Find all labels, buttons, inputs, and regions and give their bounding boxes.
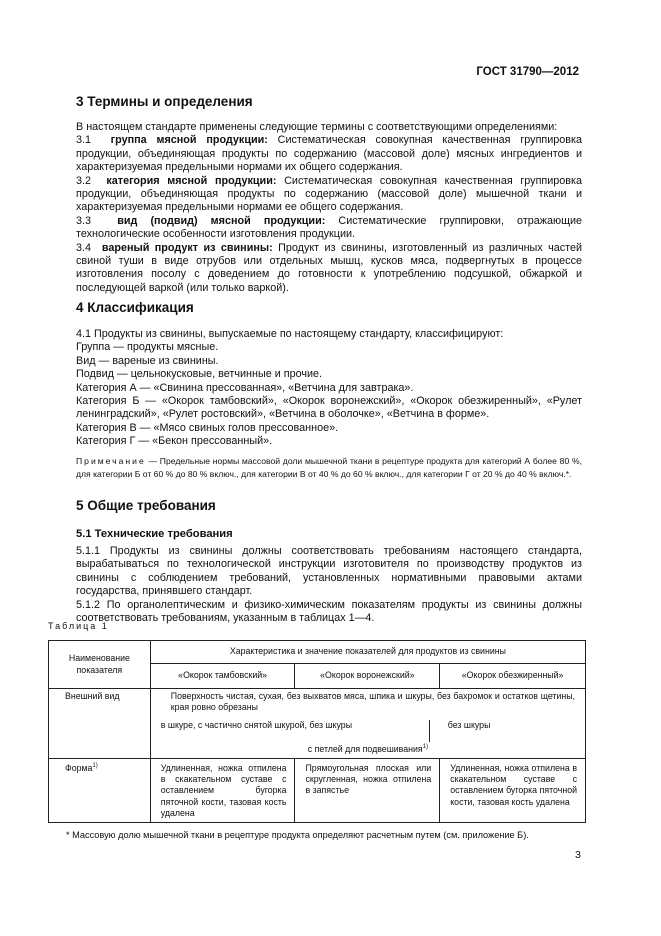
clause-5-1-1: 5.1.1 Продукты из свинины должны соответствовать требованиям настоящего стандарта, вырабатываться по технологической инструкции изготовителя по производству продуктов из свинины с соблюдением требований, установленных нормативными правовыми актами государства, принявшего стандарт. xyxy=(76,545,582,598)
table-caption: Таблица 1 xyxy=(48,621,109,631)
term-3-3: 3.3 вид (подвид) мясной продукции: Систематические группировки, отражающие технологические особенности изготовления продукции. xyxy=(76,214,583,241)
shape-col-1: Удлиненная, ножка отпилена в скакательном суставе с оставлением бугорка пяточной кости, тазовая кость удалена xyxy=(150,758,295,822)
section-3-intro: В настоящем стандарте применены следующие термины с соответствующими определениями: xyxy=(76,121,558,133)
header-col-1: «Окорок тамбовский» xyxy=(150,664,295,689)
row-name-shape: Форма$^{1)}$ xyxy=(49,758,151,822)
class-line: Вид — вареные из свинины. xyxy=(76,354,219,367)
header-characteristics: Характеристика и значение показателей для продуктов из свинины xyxy=(150,641,585,664)
header-col-3: «Окорок обезжиренный» xyxy=(440,664,586,689)
appearance-common: Поверхность чистая, сухая, без выхватов мяса, шпика и шкуры, без бахромок и остатков щетины, края ровно обрезаны xyxy=(170,691,575,713)
section-3-title: 3 Термины и определения xyxy=(76,94,253,109)
class-line: Категория Б — «Окорок тамбовский», «Окорок воронежский», «Окорок обезжиренный», «Рулет ленинградский», «Рулет ростовский», «Ветчина в оболочке», «Ветчина в форме». xyxy=(76,395,582,421)
page-number: 3 xyxy=(575,849,581,861)
term-3-2: 3.2 категория мясной продукции: Систематическая совокупная качественная группировка продукции, объединяющая продукты по содержанию (массовой доле) мышечной ткани и характеризуемая предельными нормами ее общего содержания. xyxy=(76,174,583,214)
section-4-body xyxy=(76,328,582,481)
header-col-2: «Окорок воронежский» xyxy=(295,664,440,689)
table-1 xyxy=(48,640,586,823)
table-row xyxy=(49,758,586,822)
class-line: Категория Г — «Бекон прессованный». xyxy=(76,435,273,448)
appearance-skin-1: в шкуре, с частично снятой шкурой, без шкуры xyxy=(161,720,430,742)
section-4-title: 4 Классификация xyxy=(76,300,194,315)
class-line: Группа — продукты мясные. xyxy=(76,341,219,354)
class-line: Категория В — «Мясо свиных голов прессованное». xyxy=(76,421,339,434)
footnote-divider xyxy=(48,822,128,823)
table-row xyxy=(49,689,586,759)
clause-5-1-2: 5.1.2 По органолептическим и физико-химическим показателям продукты из свинины должны соответствовать требованиям, указанным в таблицах 1—4. xyxy=(76,598,582,625)
appearance-cell xyxy=(150,689,585,759)
appearance-loop: с петлей для подвешивания$^{1)}$ xyxy=(307,743,429,754)
shape-col-3: Удлиненная, ножка отпилена в скакательном суставе с оставлением бугорка пяточной кости, тазовая кость удалена xyxy=(440,758,586,822)
note: Примечание — Предельные нормы массовой доли мышечной ткани в рецептуре продукта для категорий А более 80 %, для категории Б от 60 % до 80 % включ., для категории В от 40 % до 60 % включ., для категории Г от 20 % до 40 % включ.*. xyxy=(76,455,582,479)
header-indicator-name: Наименование показателя xyxy=(49,641,151,689)
term-3-1: 3.1 группа мясной продукции: Систематическая совокупная качественная группировка продукции, объединяющая продукты по содержанию (массовой доле) мясных ингредиентов и характеризуемая предельными нормами их общего содержания. xyxy=(76,134,582,174)
section-5-title: 5 Общие требования xyxy=(76,498,216,513)
row-name-appearance: Внешний вид xyxy=(49,689,151,759)
term-3-4: 3.4 вареный продукт из свинины: Продукт из свинины, изготовленный из различных частей свиной туши в виде отрубов или отдельных мышц, кусков мяса, подвергнутых в процессе изготовления посолу с доведением до готовности к употреблению подсушкой, обжаркой и последующей варкой (или только варкой). xyxy=(76,241,583,294)
footnote: * Массовую долю мышечной ткани в рецептуре продукта определяют расчетным путем (см. приложение Б). xyxy=(66,830,529,840)
clause-4-1: 4.1 Продукты из свинины, выпускаемые по настоящему стандарту, классифицируют: xyxy=(76,328,504,340)
class-line: Подвид — цельнокусковые, ветчинные и прочие. xyxy=(76,368,323,381)
document-code: ГОСТ 31790—2012 xyxy=(476,66,579,78)
section-3-body xyxy=(76,121,582,295)
subsection-5-1-title: 5.1 Технические требования xyxy=(76,528,233,540)
class-line: Категория А — «Свинина прессованная», «Ветчина для завтрака». xyxy=(76,381,414,394)
section-5-body xyxy=(76,545,582,625)
appearance-skin-2: без шкуры xyxy=(447,719,491,730)
shape-col-2: Прямоугольная плоская или скругленная, ножка отпилена в запястье xyxy=(295,758,440,822)
